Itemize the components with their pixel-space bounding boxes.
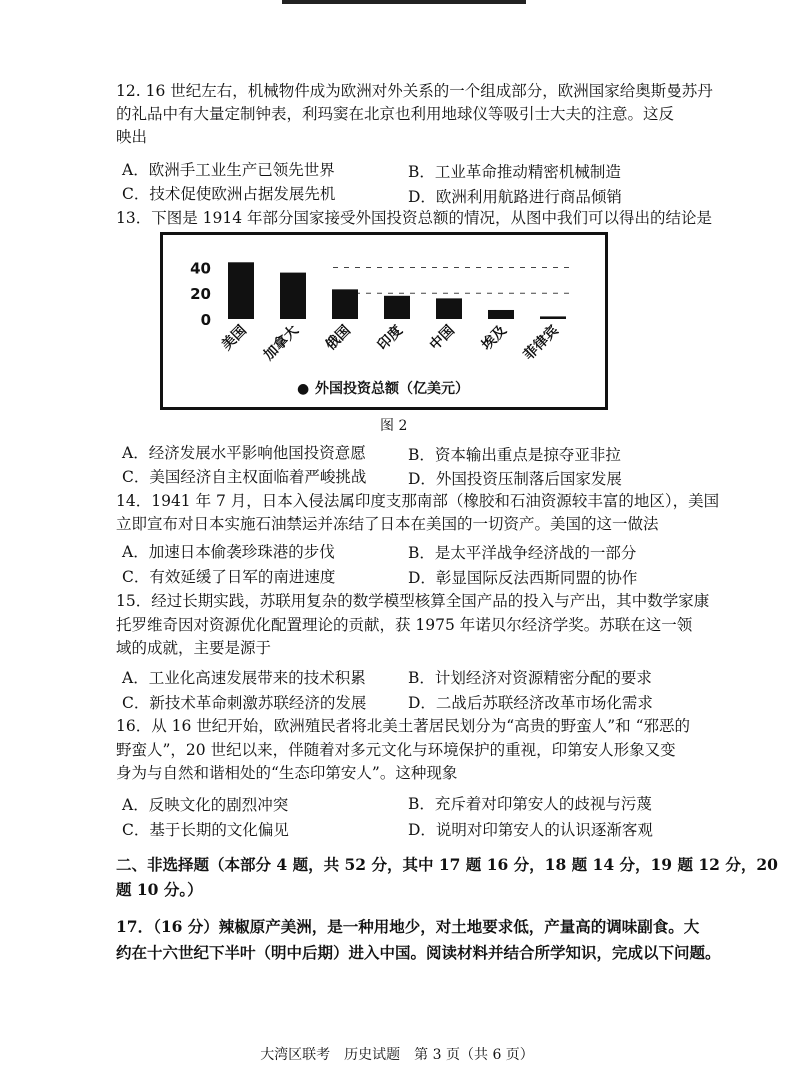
q16-option-c: C．基于长期的文化偏见 [122,821,289,839]
category-label: 中国 [426,322,458,354]
q13-option-b: B．资本输出重点是掠夺亚非拉 [408,446,621,464]
legend-marker: ● [297,381,310,397]
figure-caption: 图 2 [380,418,408,434]
q15-option-c: C．新技术革命刺激苏联经济的发展 [122,694,367,712]
category-label: 埃及 [478,322,510,354]
q12-option-d: D．欧洲利用航路进行商品倾销 [408,188,622,206]
page-footer: 大湾区联考 历史试题 第 3 页（共 6 页） [260,1047,534,1063]
legend-label: 外国投资总额（亿美元） [315,381,469,397]
q16-option-a: A．反映文化的剧烈冲突 [122,796,289,814]
q16-option-d: D．说明对印第安人的认识逐渐客观 [408,821,653,839]
category-label: 印度 [374,322,406,354]
q12-stem-line2: 的礼品中有大量定制钟表，利玛窦在北京也利用地球仪等吸引士大夫的注意。这反 [116,105,675,123]
bar-埃及 [488,310,514,319]
q16-stem-line2: 野蛮人”，20 世纪以来，伴随着对多元文化与环境保护的重视，印第安人形象又变 [116,741,676,759]
q13-option-a: A．经济发展水平影响他国投资意愿 [122,444,366,462]
q15-stem-line2: 托罗维奇因对资源优化配置理论的贡献，获 1975 年诺贝尔经济学奖。苏联在这一领 [116,616,693,634]
q13-option-c: C．美国经济自主权面临着严峻挑战 [122,468,367,486]
bar-印度 [384,296,410,319]
q12-option-a: A．欧洲手工业生产已领先世界 [122,161,335,179]
y-tick-label: 40 [190,259,211,278]
q15-stem-line1: 15．经过长期实践，苏联用复杂的数学模型核算全国产品的投入与产出，其中数学家康 [116,592,710,610]
y-tick-label: 20 [190,285,211,304]
q14-option-a: A．加速日本偷袭珍珠港的步伐 [122,543,335,561]
category-label: 加拿大 [260,322,302,364]
q17-stem-line1: 17．（16 分）辣椒原产美洲，是一种用地少，对土地要求低，产量高的调味副食。大 [116,917,700,936]
bar-菲律宾 [540,316,566,319]
bar-俄国 [332,289,358,319]
q16-stem-line1: 16．从 16 世纪开始，欧洲殖民者将北美土著居民划分为“高贵的野蛮人”和 “邪恶的 [116,717,691,735]
q15-option-b: B．计划经济对资源精密分配的要求 [408,669,652,687]
q15-option-d: D．二战后苏联经济改革市场化需求 [408,694,653,712]
q14-option-c: C．有效延缓了日军的南进速度 [122,568,336,586]
q14-option-b: B．是太平洋战争经济战的一部分 [408,544,637,562]
q15-stem-line3: 域的成就，主要是源于 [116,639,272,657]
bar-加拿大 [280,273,306,319]
q14-stem-line2: 立即宣布对日本实施石油禁运并冻结了日本在美国的一切资产。美国的这一做法 [116,515,659,533]
category-label: 美国 [218,322,250,354]
q17-stem-line2: 约在十六世纪下半叶（明中后期）进入中国。阅读材料并结合所学知识，完成以下问题。 [116,943,721,962]
q14-stem-line1: 14．1941 年 7 月，日本入侵法属印度支那南部（橡胶和石油资源较丰富的地区），美国 [116,492,720,510]
investment-chart-svg [163,235,605,407]
scan-edge-bar [282,0,526,4]
bar-中国 [436,298,462,319]
q15-option-a: A．工业化高速发展带来的技术积累 [122,669,366,687]
bar-美国 [228,262,254,319]
q14-option-d: D．彰显国际反法西斯同盟的协作 [408,569,638,587]
q13-stem-line1: 13．下图是 1914 年部分国家接受外国投资总额的情况，从图中我们可以得出的结论是 [116,209,713,227]
section2-heading-line1: 二、非选择题（本部分 4 题，共 52 分，其中 17 题 16 分，18 题 14 分，19 题 12 分，20 [116,855,778,874]
investment-chart [160,232,608,410]
q12-stem-line1: 12. 16 世纪左右，机械物件成为欧洲对外关系的一个组成部分，欧洲国家给奥斯曼苏丹 [116,82,713,100]
q12-option-c: C．技术促使欧洲占据发展先机 [122,185,336,203]
y-tick-label: 0 [200,311,211,329]
section2-heading-line2: 题 10 分。） [116,880,203,899]
category-label: 菲律宾 [520,322,562,364]
q16-option-b: B．充斥着对印第安人的歧视与污蔑 [408,795,652,813]
category-label: 俄国 [322,322,354,354]
q12-option-b: B．工业革命推动精密机械制造 [408,163,621,181]
q12-stem-line3: 映出 [116,128,148,146]
q13-option-d: D．外国投资压制落后国家发展 [408,470,622,488]
q16-stem-line3: 身为与自然和谐相处的“生态印第安人”。这种现象 [116,764,458,782]
